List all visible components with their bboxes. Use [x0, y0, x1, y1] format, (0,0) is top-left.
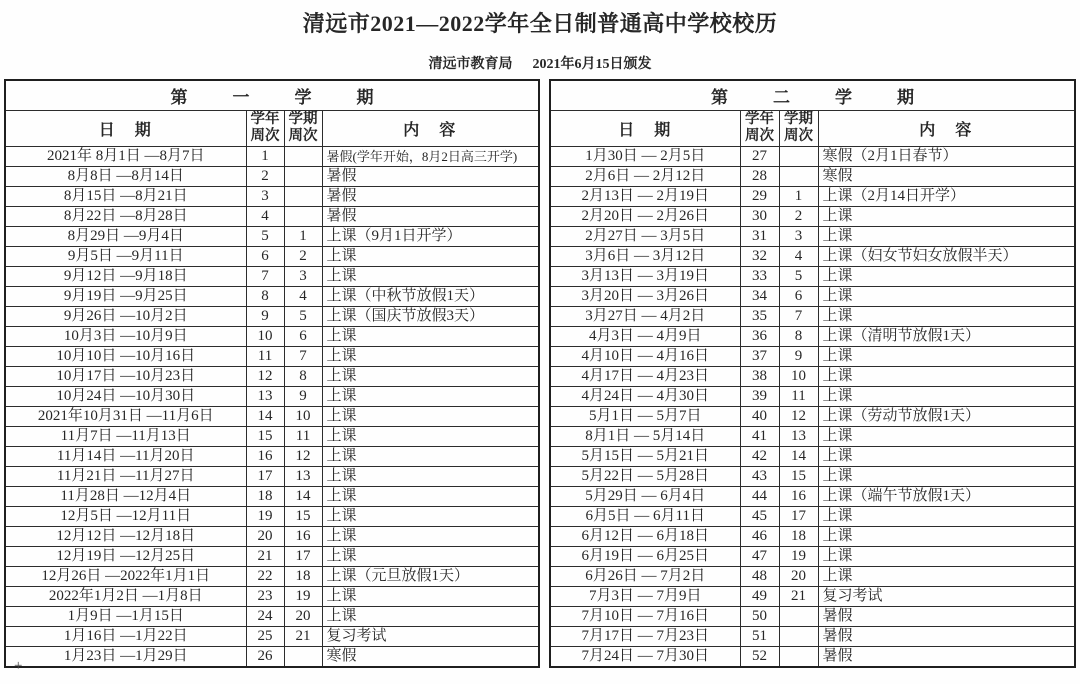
cell-content: 上课 — [322, 526, 539, 546]
col-header-term-week-line2: 周次 — [784, 128, 813, 144]
cell-year-week: 45 — [740, 506, 779, 526]
col-header-content: 内 容 — [322, 110, 539, 146]
cell-year-week: 9 — [246, 306, 284, 326]
cell-date: 12月19日 —12月25日 — [5, 546, 246, 566]
cell-date: 11月7日 —11月13日 — [5, 426, 246, 446]
table-row — [5, 346, 539, 366]
table-row — [550, 146, 1075, 166]
cell-year-week: 10 — [246, 326, 284, 346]
cell-content: 暑假 — [322, 166, 539, 186]
cell-date: 8月22日 —8月28日 — [5, 206, 246, 226]
cell-date: 9月12日 —9月18日 — [5, 266, 246, 286]
cell-year-week: 31 — [740, 226, 779, 246]
cell-date: 4月3日 — 4月9日 — [550, 326, 740, 346]
cell-content: 上课（劳动节放假1天） — [818, 406, 1075, 426]
cell-term-week: 15 — [779, 466, 818, 486]
cell-content: 复习考试 — [322, 626, 539, 646]
cell-date: 10月17日 —10月23日 — [5, 366, 246, 386]
cell-date: 11月21日 —11月27日 — [5, 466, 246, 486]
cell-year-week: 17 — [246, 466, 284, 486]
cell-content: 上课 — [322, 506, 539, 526]
cell-content: 上课 — [322, 586, 539, 606]
cell-term-week: 1 — [284, 226, 322, 246]
cell-content: 上课 — [322, 426, 539, 446]
cell-date: 5月1日 — 5月7日 — [550, 406, 740, 426]
cell-date: 8月29日 —9月4日 — [5, 226, 246, 246]
cell-content: 上课 — [322, 386, 539, 406]
cell-content: 暑假 — [322, 206, 539, 226]
cell-year-week: 23 — [246, 586, 284, 606]
cell-term-week: 11 — [284, 426, 322, 446]
cell-term-week: 13 — [779, 426, 818, 446]
cell-term-week: 21 — [779, 586, 818, 606]
table-row — [550, 466, 1075, 486]
cell-content: 上课 — [818, 226, 1075, 246]
cell-year-week: 49 — [740, 586, 779, 606]
cell-term-week: 4 — [779, 246, 818, 266]
col-header-content: 内 容 — [818, 110, 1075, 146]
col-header-term-week — [284, 110, 322, 146]
cell-term-week: 19 — [779, 546, 818, 566]
cell-date: 11月28日 —12月4日 — [5, 486, 246, 506]
cell-term-week — [284, 206, 322, 226]
cell-year-week: 14 — [246, 406, 284, 426]
table-row — [5, 546, 539, 566]
cell-date: 5月22日 — 5月28日 — [550, 466, 740, 486]
cell-year-week: 11 — [246, 346, 284, 366]
cell-date: 12月12日 —12月18日 — [5, 526, 246, 546]
cell-year-week: 39 — [740, 386, 779, 406]
cell-content: 上课（9月1日开学） — [322, 226, 539, 246]
cell-date: 2月20日 — 2月26日 — [550, 206, 740, 226]
table-row — [5, 526, 539, 546]
cell-year-week: 6 — [246, 246, 284, 266]
cell-date: 9月26日 —10月2日 — [5, 306, 246, 326]
cell-term-week: 18 — [779, 526, 818, 546]
table-row — [550, 186, 1075, 206]
cell-date: 7月3日 — 7月9日 — [550, 586, 740, 606]
cell-year-week: 2 — [246, 166, 284, 186]
cell-term-week: 14 — [779, 446, 818, 466]
cell-date: 3月13日 — 3月19日 — [550, 266, 740, 286]
table-row — [5, 566, 539, 586]
cell-content: 上课 — [322, 366, 539, 386]
cell-term-week: 8 — [284, 366, 322, 386]
cell-date: 5月29日 — 6月4日 — [550, 486, 740, 506]
table-row — [5, 266, 539, 286]
cell-content: 上课 — [818, 346, 1075, 366]
issue-date: 2021年6月15日颁发 — [532, 57, 652, 72]
cell-date: 1月9日 —1月15日 — [5, 606, 246, 626]
cell-content: 上课 — [818, 206, 1075, 226]
cell-year-week: 44 — [740, 486, 779, 506]
col-header-term-week-line2: 周次 — [288, 128, 318, 144]
cell-year-week: 52 — [740, 646, 779, 667]
cell-year-week: 15 — [246, 426, 284, 446]
cell-content: 上课 — [818, 566, 1075, 586]
issuer-name: 清远市教育局 — [428, 57, 513, 72]
cell-content: 上课（清明节放假1天） — [818, 326, 1075, 346]
cell-term-week — [779, 146, 818, 166]
cell-date: 8月1日 — 5月14日 — [550, 426, 740, 446]
cell-date: 10月3日 —10月9日 — [5, 326, 246, 346]
cell-date: 7月24日 — 7月30日 — [550, 646, 740, 667]
cell-content: 上课 — [322, 546, 539, 566]
cell-content: 暑假(学年开始，8月2日高三开学) — [322, 146, 539, 166]
table-row — [5, 466, 539, 486]
cell-date: 3月6日 — 3月12日 — [550, 246, 740, 266]
table-row — [5, 206, 539, 226]
col-header-year-week-line2: 周次 — [250, 128, 280, 144]
table-row — [550, 486, 1075, 506]
cell-date: 4月10日 — 4月16日 — [550, 346, 740, 366]
cell-year-week: 36 — [740, 326, 779, 346]
cell-date: 12月26日 —2022年1月1日 — [5, 566, 246, 586]
cell-content: 上课 — [818, 366, 1075, 386]
table-row — [550, 386, 1075, 406]
table-row — [5, 486, 539, 506]
cell-term-week: 19 — [284, 586, 322, 606]
cell-year-week: 33 — [740, 266, 779, 286]
cell-term-week: 17 — [779, 506, 818, 526]
table-row — [550, 266, 1075, 286]
table-row — [550, 526, 1075, 546]
cell-term-week: 8 — [779, 326, 818, 346]
table-row — [550, 546, 1075, 566]
semester-tables — [0, 79, 1080, 668]
cell-date: 4月24日 — 4月30日 — [550, 386, 740, 406]
cell-date: 11月14日 —11月20日 — [5, 446, 246, 466]
cell-year-week: 29 — [740, 186, 779, 206]
cell-date: 8月15日 —8月21日 — [5, 186, 246, 206]
cell-term-week: 18 — [284, 566, 322, 586]
cell-year-week: 1 — [246, 146, 284, 166]
cell-content: 上课 — [818, 466, 1075, 486]
table-row — [5, 186, 539, 206]
cell-term-week: 10 — [779, 366, 818, 386]
cell-content: 上课 — [818, 446, 1075, 466]
cell-content: 暑假 — [818, 626, 1075, 646]
cell-content: 上课 — [322, 606, 539, 626]
table-row — [550, 406, 1075, 426]
table-row — [550, 566, 1075, 586]
cell-term-week: 20 — [284, 606, 322, 626]
table-row — [5, 306, 539, 326]
cell-term-week: 21 — [284, 626, 322, 646]
col-header-year-week-line1: 学年 — [250, 110, 280, 127]
cell-date: 7月17日 — 7月23日 — [550, 626, 740, 646]
cell-term-week — [779, 606, 818, 626]
cell-date: 2月27日 — 3月5日 — [550, 226, 740, 246]
col-header-term-week — [779, 110, 818, 146]
cell-content: 上课（2月14日开学） — [818, 186, 1075, 206]
cell-term-week: 5 — [284, 306, 322, 326]
cell-date: 6月12日 — 6月18日 — [550, 526, 740, 546]
table-row — [5, 646, 539, 667]
cell-year-week: 13 — [246, 386, 284, 406]
cell-date: 3月27日 — 4月2日 — [550, 306, 740, 326]
cell-term-week: 20 — [779, 566, 818, 586]
table-row — [5, 166, 539, 186]
cell-date: 9月19日 —9月25日 — [5, 286, 246, 306]
semester1-rows — [5, 146, 539, 667]
cell-term-week — [284, 646, 322, 667]
cell-year-week: 27 — [740, 146, 779, 166]
table-row — [550, 206, 1075, 226]
cell-date: 1月30日 — 2月5日 — [550, 146, 740, 166]
cell-date: 2021年10月31日 —11月6日 — [5, 406, 246, 426]
semester2-title: 第 二 学 期 — [550, 80, 1075, 110]
col-header-year-week-line2: 周次 — [745, 128, 774, 144]
cell-year-week: 26 — [246, 646, 284, 667]
cell-year-week: 50 — [740, 606, 779, 626]
cell-year-week: 22 — [246, 566, 284, 586]
cell-term-week — [779, 626, 818, 646]
cell-term-week: 13 — [284, 466, 322, 486]
cell-content: 上课 — [322, 406, 539, 426]
cell-content: 上课 — [322, 446, 539, 466]
cell-year-week: 51 — [740, 626, 779, 646]
cell-date: 1月23日 —1月29日 — [5, 646, 246, 667]
semester1-title: 第 一 学 期 — [5, 80, 539, 110]
cell-year-week: 16 — [246, 446, 284, 466]
cell-date: 2月13日 — 2月19日 — [550, 186, 740, 206]
cell-term-week — [779, 646, 818, 667]
cell-term-week: 14 — [284, 486, 322, 506]
cell-date: 6月26日 — 7月2日 — [550, 566, 740, 586]
cell-date: 6月19日 — 6月25日 — [550, 546, 740, 566]
cell-year-week: 30 — [740, 206, 779, 226]
col-header-date: 日 期 — [550, 110, 740, 146]
semester2-table — [549, 79, 1076, 668]
cell-term-week: 12 — [779, 406, 818, 426]
table-row — [5, 146, 539, 166]
cell-year-week: 3 — [246, 186, 284, 206]
cell-year-week: 7 — [246, 266, 284, 286]
table-row — [550, 326, 1075, 346]
cell-content: 上课 — [322, 246, 539, 266]
cell-date: 1月16日 —1月22日 — [5, 626, 246, 646]
cell-content: 上课（端午节放假1天） — [818, 486, 1075, 506]
table-row — [5, 366, 539, 386]
cell-content: 暑假 — [818, 606, 1075, 626]
cell-content: 上课 — [322, 266, 539, 286]
cell-term-week: 10 — [284, 406, 322, 426]
footer-plus-mark: + — [14, 658, 23, 674]
table-row — [550, 426, 1075, 446]
cell-term-week: 9 — [284, 386, 322, 406]
col-header-year-week — [740, 110, 779, 146]
cell-year-week: 46 — [740, 526, 779, 546]
cell-content: 上课 — [322, 326, 539, 346]
cell-year-week: 24 — [246, 606, 284, 626]
cell-term-week: 16 — [284, 526, 322, 546]
cell-year-week: 4 — [246, 206, 284, 226]
subtitle — [0, 53, 1080, 73]
table-row — [5, 386, 539, 406]
table-row — [5, 506, 539, 526]
cell-year-week: 38 — [740, 366, 779, 386]
cell-year-week: 25 — [246, 626, 284, 646]
table-row — [550, 246, 1075, 266]
cell-term-week: 2 — [779, 206, 818, 226]
cell-content: 上课 — [818, 306, 1075, 326]
cell-year-week: 12 — [246, 366, 284, 386]
cell-content: 上课（元旦放假1天） — [322, 566, 539, 586]
table-row — [5, 446, 539, 466]
cell-date: 10月10日 —10月16日 — [5, 346, 246, 366]
cell-date: 2022年1月2日 —1月8日 — [5, 586, 246, 606]
table-row — [550, 626, 1075, 646]
table-row — [550, 446, 1075, 466]
col-header-year-week — [246, 110, 284, 146]
cell-term-week — [779, 166, 818, 186]
table-row — [5, 426, 539, 446]
cell-date: 3月20日 — 3月26日 — [550, 286, 740, 306]
cell-year-week: 37 — [740, 346, 779, 366]
cell-content: 上课 — [818, 506, 1075, 526]
cell-date: 5月15日 — 5月21日 — [550, 446, 740, 466]
cell-date: 7月10日 — 7月16日 — [550, 606, 740, 626]
cell-date: 2021年 8月1日 —8月7日 — [5, 146, 246, 166]
cell-content: 上课（中秋节放假1天） — [322, 286, 539, 306]
cell-date: 10月24日 —10月30日 — [5, 386, 246, 406]
cell-content: 暑假 — [818, 646, 1075, 667]
cell-year-week: 19 — [246, 506, 284, 526]
cell-term-week: 15 — [284, 506, 322, 526]
col-header-term-week-line1: 学期 — [288, 110, 318, 127]
cell-year-week: 34 — [740, 286, 779, 306]
cell-year-week: 20 — [246, 526, 284, 546]
cell-term-week — [284, 166, 322, 186]
page-title: 清远市2021—2022学年全日制普通高中学校校历 — [302, 11, 778, 36]
cell-year-week: 32 — [740, 246, 779, 266]
table-row — [5, 246, 539, 266]
table-row — [550, 606, 1075, 626]
col-header-year-week-line1: 学年 — [745, 110, 774, 127]
cell-year-week: 43 — [740, 466, 779, 486]
cell-term-week: 9 — [779, 346, 818, 366]
cell-content: 暑假 — [322, 186, 539, 206]
cell-term-week: 1 — [779, 186, 818, 206]
cell-term-week: 7 — [284, 346, 322, 366]
cell-year-week: 8 — [246, 286, 284, 306]
cell-year-week: 40 — [740, 406, 779, 426]
table-row — [5, 286, 539, 306]
cell-content: 上课 — [322, 346, 539, 366]
table-row — [5, 626, 539, 646]
cell-content: 寒假 — [818, 166, 1075, 186]
cell-content: 上课（妇女节妇女放假半天） — [818, 246, 1075, 266]
table-row — [550, 306, 1075, 326]
table-row — [550, 286, 1075, 306]
cell-date: 9月5日 —9月11日 — [5, 246, 246, 266]
cell-year-week: 48 — [740, 566, 779, 586]
table-row — [5, 406, 539, 426]
table-row — [550, 346, 1075, 366]
cell-term-week — [284, 186, 322, 206]
cell-term-week: 7 — [779, 306, 818, 326]
cell-content: 上课 — [818, 526, 1075, 546]
table-row — [5, 226, 539, 246]
cell-content: 上课（国庆节放假3天） — [322, 306, 539, 326]
cell-content: 寒假（2月1日春节） — [818, 146, 1075, 166]
cell-term-week: 6 — [779, 286, 818, 306]
cell-content: 复习考试 — [818, 586, 1075, 606]
table-row — [550, 166, 1075, 186]
cell-date: 8月8日 —8月14日 — [5, 166, 246, 186]
cell-year-week: 21 — [246, 546, 284, 566]
cell-term-week: 3 — [779, 226, 818, 246]
table-row — [550, 646, 1075, 667]
cell-year-week: 35 — [740, 306, 779, 326]
semester1-table — [4, 79, 540, 668]
cell-content: 上课 — [818, 386, 1075, 406]
cell-content: 寒假 — [322, 646, 539, 667]
table-row — [550, 366, 1075, 386]
cell-date: 12月5日 —12月11日 — [5, 506, 246, 526]
cell-date: 4月17日 — 4月23日 — [550, 366, 740, 386]
cell-year-week: 5 — [246, 226, 284, 246]
cell-term-week: 16 — [779, 486, 818, 506]
cell-term-week: 3 — [284, 266, 322, 286]
cell-date: 6月5日 — 6月11日 — [550, 506, 740, 526]
cell-year-week: 47 — [740, 546, 779, 566]
semester2-rows — [550, 146, 1075, 667]
table-row — [550, 506, 1075, 526]
cell-content: 上课 — [818, 266, 1075, 286]
table-row — [550, 586, 1075, 606]
col-header-date: 日 期 — [5, 110, 246, 146]
cell-content: 上课 — [818, 286, 1075, 306]
cell-year-week: 28 — [740, 166, 779, 186]
cell-year-week: 41 — [740, 426, 779, 446]
cell-year-week: 42 — [740, 446, 779, 466]
cell-term-week: 2 — [284, 246, 322, 266]
cell-term-week: 17 — [284, 546, 322, 566]
cell-term-week: 4 — [284, 286, 322, 306]
cell-term-week: 5 — [779, 266, 818, 286]
cell-content: 上课 — [818, 546, 1075, 566]
cell-date: 2月6日 — 2月12日 — [550, 166, 740, 186]
table-row — [5, 326, 539, 346]
cell-content: 上课 — [322, 486, 539, 506]
cell-term-week — [284, 146, 322, 166]
cell-content: 上课 — [322, 466, 539, 486]
col-header-term-week-line1: 学期 — [784, 110, 813, 127]
table-row — [550, 226, 1075, 246]
cell-term-week: 6 — [284, 326, 322, 346]
cell-term-week: 12 — [284, 446, 322, 466]
table-row — [5, 606, 539, 626]
cell-content: 上课 — [818, 426, 1075, 446]
table-row — [5, 586, 539, 606]
cell-term-week: 11 — [779, 386, 818, 406]
cell-year-week: 18 — [246, 486, 284, 506]
